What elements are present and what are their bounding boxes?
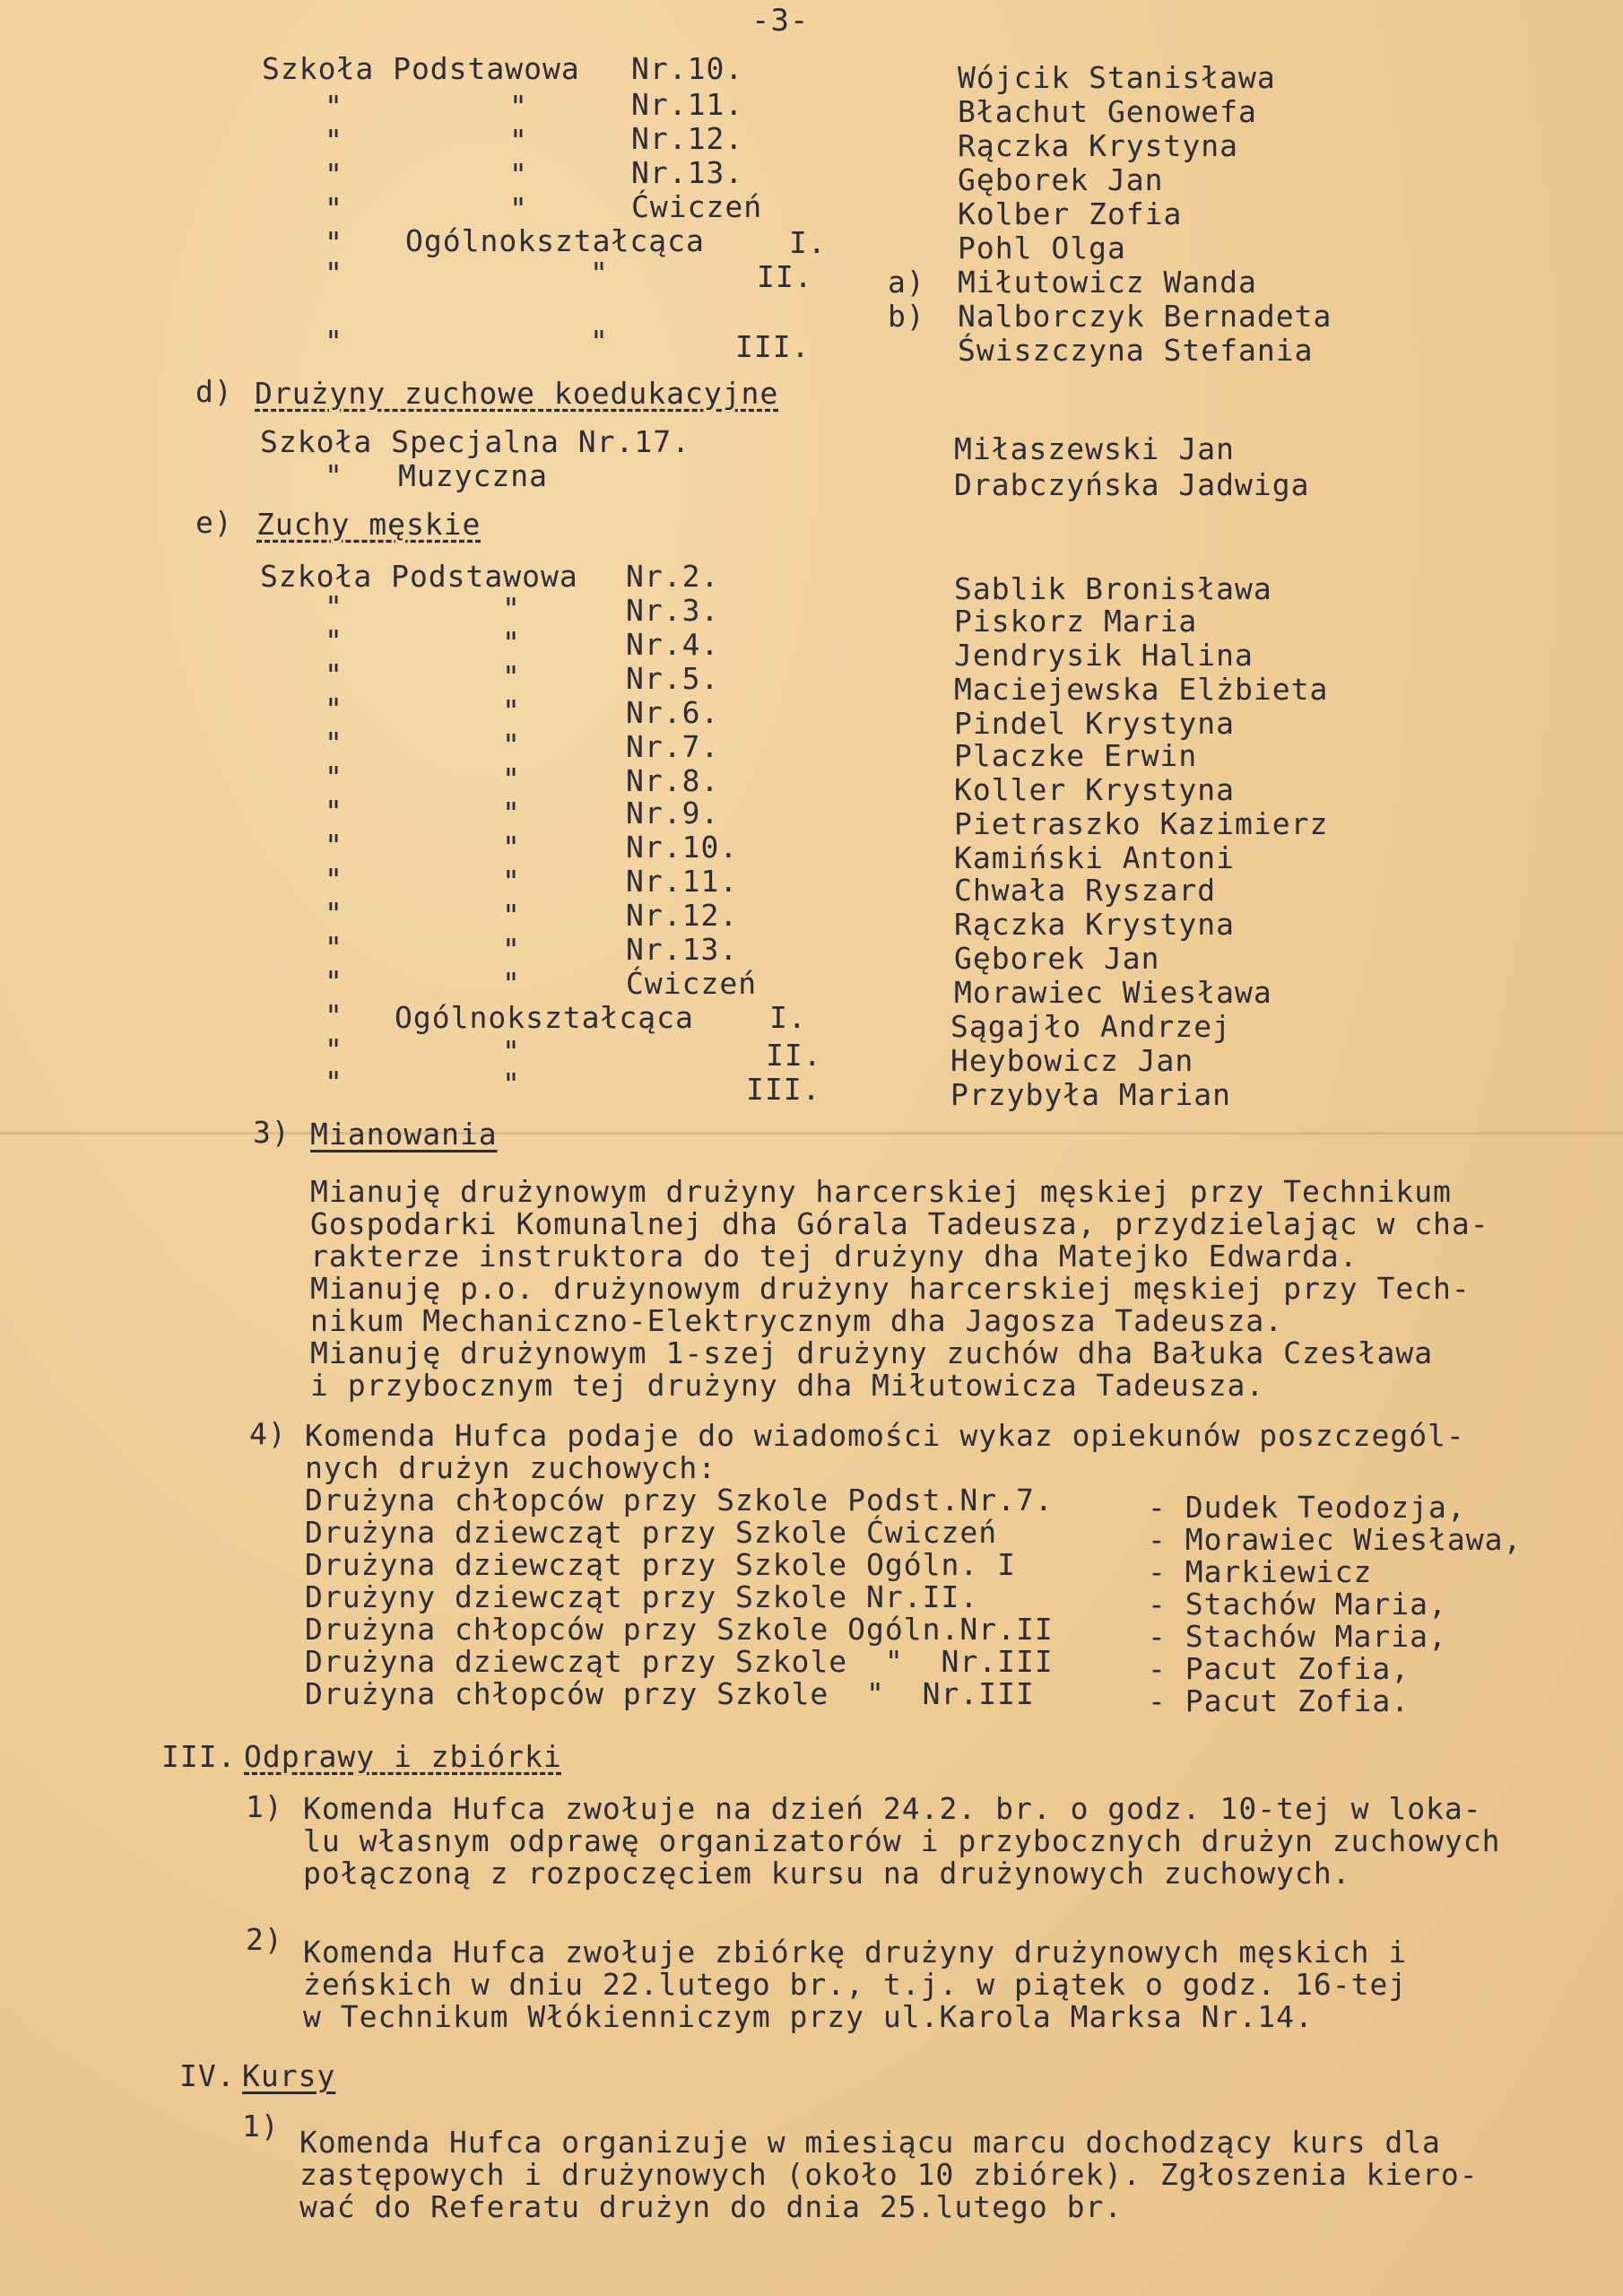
ditto-mark: ": [590, 324, 609, 359]
guardian-row-person: - Morawiec Wiesława,: [1148, 1522, 1523, 1557]
guardian-row-person: - Pacut Zofia,: [1148, 1651, 1410, 1686]
paragraph-line: Mianuję drużynowym drużyny harcerskiej męskiej przy Technikum: [310, 1174, 1452, 1209]
school-number: III.: [735, 329, 811, 364]
ditto-mark: ": [502, 932, 521, 967]
ditto-mark: ": [325, 1032, 343, 1067]
paragraph-line: rakterze instruktora do tej drużyny dha Matejko Edwarda.: [310, 1239, 1358, 1274]
section-heading: Zuchy męskie: [256, 507, 482, 542]
ditto-mark: ": [325, 828, 343, 863]
ditto-mark: ": [509, 89, 528, 124]
school-number: Ćwiczeń: [631, 189, 763, 224]
school-name: Szkoła Podstawowa: [260, 559, 578, 594]
ditto-mark: ": [325, 324, 343, 359]
paragraph-line: i przybocznym tej drużyny dha Miłutowicza Tadeusza.: [310, 1368, 1265, 1403]
guardian-name: Jendrysik Halina: [954, 638, 1254, 673]
ditto-mark: ": [325, 930, 343, 965]
school-number: III.: [746, 1072, 821, 1107]
paragraph-line: połączoną z rozpoczęciem kursu na drużynowych zuchowych.: [303, 1856, 1351, 1891]
paragraph-line: Komenda Hufca zwołuje zbiórkę drużyny drużynowych męskich i: [303, 1935, 1408, 1970]
school-number: Nr.5.: [626, 661, 720, 696]
item-label: 1): [246, 1789, 283, 1824]
guardian-row-team: Drużyna dziewcząt przy Szkole Ogóln. I: [305, 1547, 1016, 1582]
ditto-mark: ": [502, 966, 521, 1001]
school-number: Nr.10.: [626, 830, 739, 865]
school-number: Nr.3.: [626, 593, 720, 628]
school-number: Nr.6.: [626, 695, 720, 730]
school-number: Nr.8.: [626, 763, 720, 798]
guardian-row-team: Drużyna chłopców przy Szkole Podst.Nr.7.: [305, 1483, 1054, 1518]
school-number: Nr.2.: [626, 559, 720, 594]
ditto-mark: ": [502, 727, 521, 762]
school-number: Nr.12.: [626, 898, 739, 933]
ditto-mark: ": [325, 998, 343, 1033]
ditto-mark: ": [502, 1066, 521, 1101]
school-type: Ogólnokształcąca: [395, 1000, 694, 1035]
guardian-row-team: Drużyny dziewcząt przy Szkole Nr.II.: [305, 1579, 979, 1614]
guardian-name: Rączka Krystyna: [954, 907, 1236, 942]
guardian-row-person: - Stachów Maria,: [1148, 1619, 1447, 1654]
school-type: Muzyczna: [398, 458, 548, 493]
guardian-row-person: - Markiewicz: [1148, 1554, 1373, 1589]
school-name: Szkoła Podstawowa: [262, 51, 580, 86]
guardian-name: Wójcik Stanisława: [958, 60, 1276, 95]
item-label: 2): [246, 1922, 283, 1957]
ditto-mark: ": [502, 693, 521, 728]
school-number: Nr.13.: [631, 155, 744, 190]
paragraph-line: wać do Referatu drużyn do dnia 25.lutego br.: [299, 2189, 1124, 2224]
ditto-mark: ": [325, 157, 343, 192]
guardian-name: Morawiec Wiesława: [954, 975, 1272, 1010]
school-number: Nr.13.: [626, 932, 739, 967]
paragraph-line: zastępowych i drużynowych (około 10 zbiórek). Zgłoszenia kiero-: [299, 2157, 1479, 2192]
guardian-row-person: - Stachów Maria,: [1148, 1587, 1447, 1622]
guardian-name: Pietraszko Kazimierz: [954, 806, 1329, 841]
section-label: 4): [249, 1416, 287, 1451]
section-label: III.: [161, 1739, 237, 1774]
section-label: IV.: [179, 2058, 236, 2093]
guardian-name: Sablik Bronisława: [954, 571, 1272, 606]
ditto-mark: ": [325, 794, 343, 829]
ditto-mark: ": [325, 123, 343, 158]
school-number: Nr.11.: [626, 864, 739, 899]
school-number: Nr.10.: [631, 51, 744, 86]
ditto-mark: ": [502, 761, 521, 796]
paragraph-line: lu własnym odprawę organizatorów i przybocznych drużyn zuchowych: [303, 1823, 1501, 1858]
school-number: Nr.12.: [631, 121, 744, 156]
guardian-row-team: Drużyna dziewcząt przy Szkole " Nr.III: [305, 1644, 1054, 1679]
ditto-mark: ": [325, 89, 343, 124]
paragraph-line: Komenda Hufca organizuje w miesiącu marcu dochodzący kurs dla: [299, 2125, 1441, 2160]
guardian-name: Heybowicz Jan: [950, 1043, 1194, 1078]
guardian-name: Drabczyńska Jadwiga: [954, 467, 1310, 502]
ditto-mark: ": [325, 589, 343, 624]
ditto-mark: ": [502, 864, 521, 899]
school-number: Nr.11.: [631, 87, 744, 122]
ditto-mark: ": [502, 898, 521, 933]
ditto-mark: ": [325, 964, 343, 999]
guardian-name: Kolber Zofia: [958, 196, 1183, 231]
paragraph-line: nych drużyn zuchowych:: [305, 1450, 717, 1485]
guardian-name: Nalborczyk Bernadeta: [958, 299, 1332, 334]
guardian-name: Miłaszewski Jan: [954, 431, 1236, 466]
ditto-mark: ": [325, 657, 343, 692]
paragraph-line: Gospodarki Komunalnej dha Górala Tadeusza, przydzielając w cha-: [310, 1206, 1489, 1241]
school-number: II.: [757, 259, 813, 294]
ditto-mark: ": [502, 625, 521, 660]
school-type: Ogólnokształcąca: [405, 223, 705, 258]
guardian-name: Piskorz Maria: [954, 604, 1198, 639]
school-number: Ćwiczeń: [626, 966, 758, 1001]
school-number: I.: [789, 225, 827, 260]
ditto-mark: ": [502, 830, 521, 865]
paragraph-line: w Technikum Włókienniczym przy ul.Karola Marksa Nr.14.: [303, 1999, 1314, 2034]
guardian-name: Sągajło Andrzej: [950, 1009, 1232, 1044]
school-number: Nr.9.: [626, 796, 720, 831]
paper-fold-crease: [0, 1132, 1623, 1135]
guardian-row-person: - Dudek Teodozja,: [1148, 1490, 1466, 1525]
ditto-mark: ": [502, 659, 521, 694]
ditto-mark: ": [325, 1065, 343, 1100]
ditto-mark: ": [502, 1034, 521, 1069]
item-label: 1): [242, 2109, 280, 2144]
guardian-name: Kamiński Antoni: [954, 840, 1236, 875]
school-number: I.: [769, 1000, 807, 1035]
ditto-mark: ": [325, 191, 343, 226]
guardian-name: Maciejewska Elżbieta: [954, 672, 1329, 707]
paragraph-line: Mianuję p.o. drużynowym drużyny harcerskiej męskiej przy Tech-: [310, 1271, 1471, 1306]
guardian-name: Gęborek Jan: [958, 162, 1164, 197]
guardian-name: Świszczyna Stefania: [958, 333, 1314, 368]
ditto-mark: ": [325, 256, 343, 291]
guardian-name: Pindel Krystyna: [954, 706, 1236, 741]
ditto-mark: ": [325, 896, 343, 931]
list-mark: a): [888, 265, 925, 300]
section-heading: Mianowania: [310, 1117, 498, 1152]
paragraph-line: nikum Mechaniczno-Elektrycznym dha Jagosza Tadeusza.: [310, 1303, 1284, 1338]
guardian-row-team: Drużyna chłopców przy Szkole Ogóln.Nr.II: [305, 1612, 1054, 1647]
ditto-mark: ": [325, 760, 343, 795]
ditto-mark: ": [502, 796, 521, 831]
school-name: Szkoła Specjalna Nr.17.: [260, 424, 690, 459]
guardian-name: Chwała Ryszard: [954, 873, 1217, 908]
ditto-mark: ": [325, 862, 343, 897]
section-label: 3): [253, 1115, 291, 1150]
guardian-name: Przybyła Marian: [950, 1077, 1232, 1112]
guardian-name: Placzke Erwin: [954, 738, 1198, 773]
guardian-name: Błachut Genowefa: [958, 94, 1257, 129]
ditto-mark: ": [509, 123, 528, 158]
guardian-name: Koller Krystyna: [954, 772, 1236, 807]
guardian-row-team: Drużyna dziewcząt przy Szkole Ćwiczeń: [305, 1515, 998, 1550]
ditto-mark: ": [325, 225, 343, 260]
section-label: e): [195, 505, 233, 540]
section-heading: Odprawy i zbiórki: [244, 1739, 562, 1774]
ditto-mark: ": [325, 726, 343, 761]
ditto-mark: ": [502, 591, 521, 626]
paragraph-line: Mianuję drużynowym 1-szej drużyny zuchów dha Bałuka Czesława: [310, 1335, 1434, 1370]
guardian-row-person: - Pacut Zofia.: [1148, 1683, 1410, 1718]
ditto-mark: ": [325, 691, 343, 726]
guardian-name: Gęborek Jan: [954, 941, 1160, 976]
guardian-name: Rączka Krystyna: [958, 128, 1239, 163]
guardian-row-team: Drużyna chłopców przy Szkole " Nr.III: [305, 1676, 1035, 1711]
ditto-mark: ": [509, 191, 528, 226]
paragraph-line: Komenda Hufca zwołuje na dzień 24.2. br. o godz. 10-tej w loka-: [303, 1791, 1482, 1826]
section-label: d): [195, 374, 233, 409]
guardian-name: Miłutowicz Wanda: [958, 265, 1257, 300]
school-number: Nr.4.: [626, 627, 720, 662]
paragraph-line: żeńskich w dniu 22.lutego br., t.j. w piątek o godz. 16-tej: [303, 1967, 1408, 2002]
paragraph-line: Komenda Hufca podaje do wiadomości wykaz opiekunów poszczegól-: [305, 1418, 1465, 1453]
school-number: Nr.7.: [626, 729, 720, 764]
ditto-mark: ": [325, 623, 343, 658]
list-mark: b): [888, 299, 925, 334]
ditto-mark: ": [590, 256, 609, 291]
ditto-mark: ": [509, 157, 528, 192]
ditto-mark: ": [325, 458, 343, 493]
page-number: -3-: [751, 3, 810, 39]
guardian-name: Pohl Olga: [958, 230, 1126, 265]
section-heading: Drużyny zuchowe koedukacyjne: [255, 376, 779, 411]
section-heading: Kursy: [242, 2058, 336, 2093]
school-number: II.: [766, 1038, 822, 1073]
